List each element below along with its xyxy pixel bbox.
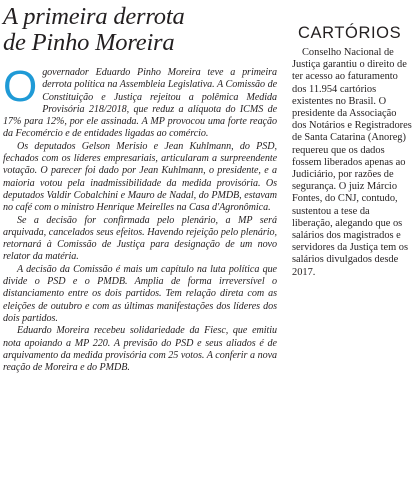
article-paragraph: Se a decisão for confirmada pelo plenário, a MP será arquivada, cancelados seus efeitos. Havendo rejeição pelo plenário, retornará à Comissão de Justiça para designação de um novo relator da matéria. (3, 214, 277, 263)
sidebar-note (292, 24, 412, 279)
article-lead-paragraph (3, 62, 277, 141)
sidebar-title: CARTÓRIOS (298, 24, 402, 42)
article-paragraph: Eduardo Moreira recebeu solidariedade da Fiesc, que emitiu nota apoiando a MP 220. A previsão do PSD e seus aliados é de arquivamento da medida provisória com 25 votos. A conferir a nova reação de Moreira e do PMDB. (3, 325, 277, 374)
sidebar-body: Conselho Nacional de Justiça garantiu o direito de ter acesso ao faturamento dos 11.954 cartórios existentes no Brasil. O presidente da Associação dos Notários e Registradores de Santa Catarina (Anoreg) requereu que os dados fossem liberados apenas ao Judiciário, por razões de segurança. O juiz Márcio Fontes, do CNJ, contudo, sustentou a tese da liberação, alegando que os salários dos magistrados e servidores da Justiça tem os salários divulgados desde 2017. (292, 47, 412, 278)
drop-cap: O (3, 62, 38, 111)
article-headline (3, 0, 277, 56)
main-article (3, 0, 277, 374)
headline-line-2: de Pinho Moreira (3, 29, 175, 56)
article-paragraph: A decisão da Comissão é mais um capítulo na luta política que divide o PSD e o PMDB. Amplia de forma irreversível o distanciamento entre os dois partidos. Tem relação direta com as eleições de outubro e com as últimas manifestações dos líderes dos dois partidos. (3, 263, 277, 324)
article-paragraph: Os deputados Gelson Merisio e Jean Kuhlmann, do PSD, fechados com os líderes empresariais, articularam a surpreendente votação. O parecer foi dado por Jean Kuhlmann, o presidente, e a maioria votou pela inadmissibilidade da medida provisória. Os deputados Valdir Cobalchini e Mauro de Nadal, do PMDB, estavam no café com o ministro Henrique Meirelles na Casa d'Agronômica. (3, 140, 277, 214)
headline-line-1: A primeira derrota (3, 3, 185, 30)
article-body (3, 62, 277, 374)
lead-text: governador Eduardo Pinho Moreira teve a primeira derrota política na Assembleia Legislativa. A Comissão de Constituição e Justiça rejeitou a polêmica Medida Provisória 218/2018, que reduz a alíquota do ICMS de 17% para 12%, por ele assinada. A MP provocou uma forte reação da Fecomércio e de entidades ligadas ao comércio. (3, 67, 277, 140)
